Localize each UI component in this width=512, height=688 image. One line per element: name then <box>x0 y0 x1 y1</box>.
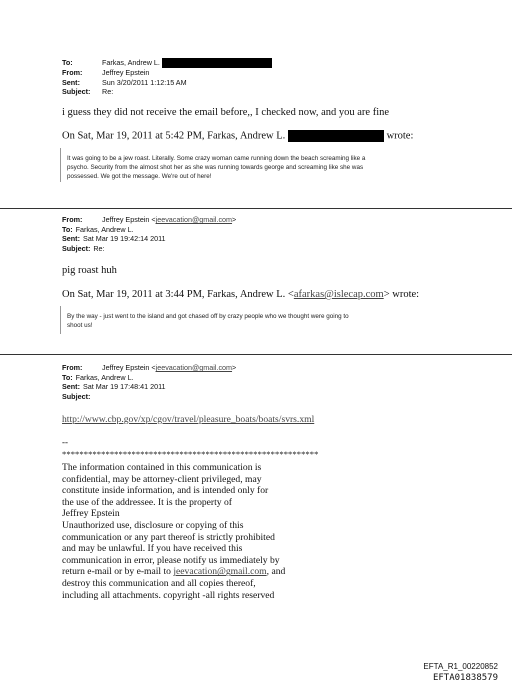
to-label: To: <box>62 58 73 67</box>
email3-header <box>62 363 236 401</box>
from-email-link[interactable]: jeevacation@gmail.com <box>155 215 233 224</box>
email2-body: pig roast huh <box>62 265 117 276</box>
to-label: To: <box>62 224 73 234</box>
disclaimer-line: destroy this communication and all copies thereof, <box>62 577 256 589</box>
from-value: Jeffrey Epstein < <box>102 363 156 372</box>
disclaimer <box>62 462 285 601</box>
to-value: Farkas, Andrew L. <box>75 224 134 234</box>
quote-line: possessed. We got the message. We're out of here! <box>67 173 212 180</box>
from-close: > <box>232 363 237 372</box>
disclaimer-text: , and <box>266 566 286 578</box>
subject-label: Subject: <box>62 243 91 253</box>
from-value: Jeffrey Epstein <box>102 68 150 77</box>
disclaimer-line: communication or any part thereof is strictly prohibited <box>62 531 275 543</box>
from-label: From: <box>62 215 83 224</box>
subject-value: Re: <box>93 243 105 253</box>
from-value: Jeffrey Epstein < <box>102 215 156 224</box>
email-separator <box>0 354 512 355</box>
cbp-link[interactable]: http://www.cbp.gov/xp/cgov/travel/pleasure_boats/boats/svrs.xml <box>62 414 315 425</box>
disclaimer-line: constitute inside information, and is intended only for <box>62 485 269 497</box>
sent-label: Sent: <box>62 382 80 391</box>
subject-label: Subject: <box>62 87 91 96</box>
subject-label: Subject: <box>62 391 91 401</box>
email2-quote <box>67 312 467 330</box>
disclaimer-line: Jeffrey Epstein <box>62 508 120 520</box>
disclaimer-line: and may be unlawful. If you have received this <box>62 543 243 555</box>
bates-number-2: EFTA01838579 <box>432 673 498 683</box>
sent-value: Sat Mar 19 19:42:14 2011 <box>82 234 166 243</box>
to-label: To: <box>62 372 73 382</box>
from-label: From: <box>62 68 83 77</box>
bates-number-1: EFTA_R1_00220852 <box>423 662 498 671</box>
signature-dash: -- <box>62 437 68 447</box>
email1-body: i guess they did not receive the email before,, I checked now, and you are fine <box>62 107 390 118</box>
to-value: Farkas, Andrew L. <box>75 372 134 382</box>
email1-quote <box>67 154 467 181</box>
disclaimer-line: the use of the addressee. It is the property of <box>62 496 232 508</box>
stars-separator: *********************************************************** <box>62 449 319 459</box>
email1-quote-intro <box>62 130 413 142</box>
disclaimer-text: return e-mail or by e-mail to <box>62 566 174 578</box>
subject-value: Re: <box>102 87 114 96</box>
email2-header <box>62 215 236 253</box>
email1-header <box>62 58 272 97</box>
quote-email-link[interactable]: afarkas@islecap.com <box>293 289 384 300</box>
quote-line: It was going to be a jew roast. Literally. Some crazy woman came running down the beach screaming like a <box>67 155 366 162</box>
disclaimer-line: confidential, may be attorney-client privileged, may <box>62 473 262 485</box>
sent-value: Sun 3/20/2011 1:12:15 AM <box>102 77 187 87</box>
quote-bar <box>60 148 61 182</box>
quote-intro-text: On Sat, Mar 19, 2011 at 5:42 PM, Farkas, Andrew L. <box>62 130 286 142</box>
sent-value: Sat Mar 19 17:48:41 2011 <box>82 382 166 391</box>
disclaimer-line <box>62 566 285 578</box>
sent-label: Sent: <box>62 77 80 87</box>
disclaimer-line: including all attachments. copyright -all rights reserved <box>62 589 275 601</box>
email2-quote-intro <box>62 289 419 300</box>
from-email-link[interactable]: jeevacation@gmail.com <box>155 363 233 372</box>
quote-line: shoot us! <box>67 322 93 329</box>
quote-intro-text: On Sat, Mar 19, 2011 at 3:44 PM, Farkas, Andrew L. < <box>62 289 294 300</box>
disclaimer-email-link[interactable]: jeevacation@gmail.com <box>173 566 267 578</box>
from-close: > <box>232 215 237 224</box>
quote-intro-wrote: wrote: <box>386 130 414 142</box>
quote-line: By the way - just went to the island and got chased off by crazy people who we thought were going to <box>67 313 349 320</box>
email-separator <box>0 208 512 209</box>
sent-label: Sent: <box>62 234 80 243</box>
disclaimer-line: The information contained in this communication is <box>62 462 262 473</box>
from-label: From: <box>62 363 83 372</box>
redaction-box <box>162 58 272 68</box>
quote-line: psycho. Security from the almost shot her as she was running towards george and screaming like she was <box>67 164 364 171</box>
redaction-box <box>288 130 384 142</box>
quote-intro-wrote: > wrote: <box>383 289 420 300</box>
to-value: Farkas, Andrew L. <box>102 58 160 67</box>
disclaimer-line: Unauthorized use, disclosure or copying of this <box>62 519 244 531</box>
disclaimer-line: communication in error, please notify us immediately by <box>62 554 280 566</box>
quote-bar <box>60 306 61 334</box>
